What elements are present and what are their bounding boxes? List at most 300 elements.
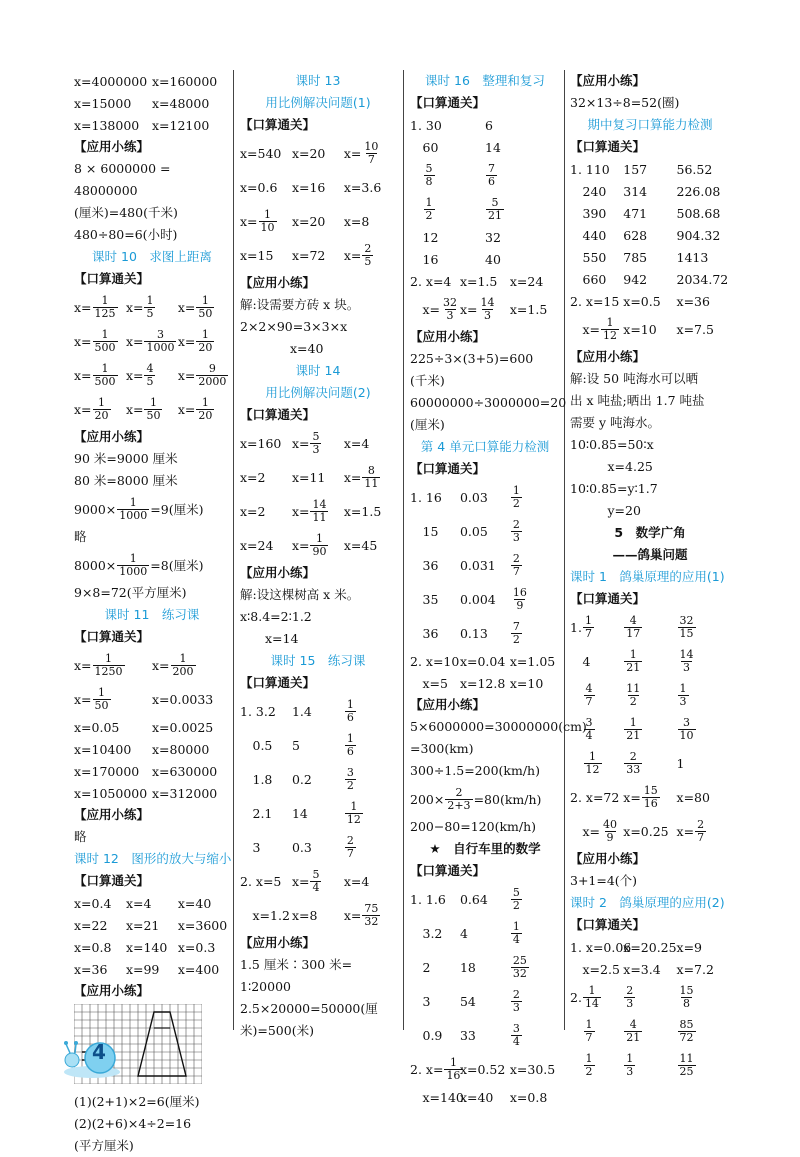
answer-text: 5×6000000=30000000(cm): [410, 719, 587, 734]
answer-cell: x=0.8: [74, 939, 112, 955]
answer-cell: x=0.52: [459, 1061, 506, 1077]
answer-cell: x= $\frac{14}{3}$: [459, 295, 495, 322]
answer-cell: x=15000: [74, 95, 132, 111]
answer-row: [74, 548, 230, 582]
answer-cell: x=12.8: [459, 675, 506, 691]
fraction: $\frac{1}{21}$: [626, 647, 641, 674]
fraction: $\frac{1}{1000}$: [119, 495, 148, 522]
answer-row: [240, 136, 396, 170]
answer-row: [410, 582, 560, 616]
answer-cell: 32: [485, 229, 501, 245]
column-divider: [564, 70, 565, 1030]
fraction: $\frac{1}{6}$: [346, 697, 354, 724]
answer-cell: 18: [459, 959, 476, 975]
answer-text: (1)(2+1)×2=6(厘米): [74, 1094, 200, 1109]
answer-column-1: [74, 70, 230, 1157]
fraction: $\frac{1}{7}$: [584, 613, 592, 640]
fraction: $\frac{4}{21}$: [626, 1017, 641, 1044]
answer-cell: [510, 587, 560, 612]
answer-cell: 9000× $\frac{1}{1000}$ =9(厘米): [74, 495, 204, 522]
answer-cell: 0.5: [240, 738, 273, 753]
answer-cell: x=40: [459, 1089, 494, 1105]
answer-cell: x=36: [676, 293, 710, 309]
lesson-title: 用比例解决问题(2): [265, 385, 371, 400]
answer-row: [410, 616, 560, 650]
section-heading: 【应用小练】: [74, 983, 150, 998]
answer-text: (千米): [410, 373, 445, 388]
fraction: $\frac{9}{2000}$: [198, 361, 227, 388]
answer-cell: [623, 649, 676, 674]
answer-text: 225÷3×(3+5)=600: [410, 351, 534, 366]
answer-cell: 3: [240, 840, 261, 855]
fraction: $\frac{4}{7}$: [585, 681, 593, 708]
answer-row: [410, 226, 560, 248]
fraction: $\frac{15}{8}$: [679, 983, 694, 1010]
answer-row: [74, 70, 230, 92]
answer-cell: 5: [291, 737, 300, 753]
answer-row: [570, 980, 730, 1014]
answer-cell: x=0.8: [509, 1089, 548, 1105]
answer-cell: [410, 197, 485, 222]
answer-cell: x= $\frac{1}{20}$: [177, 395, 213, 422]
answer-cell: x=22: [74, 917, 108, 933]
answer-cell: x= $\frac{10}{7}$: [343, 139, 379, 166]
answer-row: [74, 682, 230, 716]
answer-cell: x=1.05: [509, 653, 556, 669]
page-number: 4: [92, 1040, 106, 1064]
answer-cell: [623, 985, 676, 1010]
lesson-title: ——鸽巢问题: [612, 547, 688, 562]
answer-cell: x=45: [343, 537, 378, 553]
fraction: $\frac{2}{7}$: [346, 833, 354, 860]
answer-cell: x=40: [177, 895, 212, 911]
answer-cell: x=10: [623, 321, 657, 337]
answer-cell: [344, 767, 396, 792]
answer-cell: x=400: [177, 961, 220, 977]
lesson-title: 第 4 单元口算能力检测: [420, 439, 550, 454]
fraction: $\frac{1}{1000}$: [119, 551, 148, 578]
fraction: $\frac{1}{2}$: [425, 195, 433, 222]
answer-cell: 508.68: [676, 205, 721, 221]
fraction: $\frac{1}{14}$: [584, 983, 599, 1010]
fraction: $\frac{1}{20}$: [94, 395, 109, 422]
answer-cell: 2. x=15: [570, 293, 620, 309]
section-heading: 【应用小练】: [410, 697, 486, 712]
answer-cell: x= $\frac{5}{4}$: [291, 867, 320, 894]
answer-cell: x=7.2: [676, 961, 714, 977]
answer-cell: [510, 553, 560, 578]
section-heading: 【应用小练】: [570, 349, 646, 364]
answer-row: [410, 514, 560, 548]
answer-row: [410, 136, 560, 158]
section-heading: 【应用小练】: [570, 851, 646, 866]
fraction: $\frac{16}{9}$: [512, 585, 527, 612]
fraction: $\frac{1}{5}$: [146, 293, 154, 320]
answer-cell: 785: [623, 249, 648, 265]
answer-row: [74, 648, 230, 682]
answer-row: [240, 426, 396, 460]
answer-cell: 1413: [676, 249, 709, 265]
answer-cell: x=1.5: [509, 301, 548, 317]
answer-cell: 36: [410, 558, 439, 573]
fraction: $\frac{4}{5}$: [146, 361, 154, 388]
answer-cell: x=140: [125, 939, 168, 955]
section-heading: 【口算通关】: [410, 863, 486, 878]
answer-cell: [410, 163, 485, 188]
answer-cell: 1.4: [291, 703, 312, 719]
answer-text: 略: [74, 829, 87, 844]
answer-cell: 2. x= $\frac{1}{16}$: [410, 1055, 461, 1082]
answer-cell: x=80: [676, 789, 710, 805]
answer-cell: x= $\frac{1}{200}$: [152, 651, 194, 678]
answer-row: [240, 830, 396, 864]
answer-cell: 14: [291, 805, 308, 821]
answer-cell: [344, 801, 396, 826]
answer-cell: x= $\frac{1}{20}$: [177, 327, 213, 354]
answer-cell: 550: [570, 250, 607, 265]
answer-row: [410, 480, 560, 514]
answer-cell: 16: [410, 252, 439, 267]
fraction: $\frac{1}{4}$: [512, 919, 520, 946]
answer-cell: [510, 887, 560, 912]
answer-text: 60000000÷3000000=20: [410, 395, 567, 410]
answer-cell: x=4: [343, 435, 370, 451]
answer-cell: x=140: [410, 1090, 464, 1105]
answer-row: [410, 248, 560, 270]
answer-row: [240, 762, 396, 796]
answer-cell: x=80000: [152, 741, 210, 757]
answer-row: [570, 246, 730, 268]
answer-row: [410, 1086, 560, 1108]
answer-cell: 4: [459, 925, 468, 941]
lesson-title: 5 数学广角: [614, 525, 686, 540]
fraction: $\frac{2}{3}$: [512, 517, 520, 544]
column-divider: [233, 70, 234, 1030]
fraction: $\frac{14}{3}$: [480, 295, 495, 322]
fraction: $\frac{5}{4}$: [312, 867, 320, 894]
answer-cell: x=0.0025: [152, 719, 214, 735]
fraction: $\frac{1}{20}$: [198, 327, 213, 354]
answer-cell: x= $\frac{1}{20}$: [74, 395, 109, 422]
answer-cell: [677, 985, 730, 1010]
answer-cell: 0.9: [410, 1028, 443, 1043]
answer-cell: x=0.4: [74, 895, 112, 911]
answer-text: 2.5×20000=50000(厘: [240, 1001, 378, 1016]
answer-cell: 0.004: [459, 591, 496, 607]
answer-cell: x=540: [240, 145, 282, 161]
answer-cell: 904.32: [676, 227, 721, 243]
answer-cell: 3.2: [410, 926, 443, 941]
answer-cell: 2. x=5: [240, 873, 282, 889]
answer-cell: [623, 683, 676, 708]
answer-cell: x=0.3: [177, 939, 216, 955]
answer-cell: x=160: [240, 435, 282, 451]
answer-cell: 36: [410, 626, 439, 641]
answer-cell: [570, 717, 623, 742]
fraction: $\frac{32}{3}$: [443, 295, 458, 322]
answer-row: [74, 92, 230, 114]
fraction: $\frac{1}{50}$: [198, 293, 213, 320]
answer-text: (厘米): [410, 417, 445, 432]
answer-cell: 660: [570, 272, 607, 287]
answer-cell: [677, 1053, 730, 1078]
answer-cell: x= $\frac{1}{1250}$: [74, 651, 123, 678]
answer-cell: [623, 1053, 676, 1078]
answer-cell: [623, 751, 676, 776]
answer-row: [410, 950, 560, 984]
answer-row: [570, 202, 730, 224]
fraction: $\frac{1}{500}$: [94, 361, 116, 388]
answer-row: [570, 936, 730, 958]
answer-row: [74, 358, 230, 392]
answer-cell: 2. $\frac{1}{14}$: [570, 983, 599, 1010]
answer-row: [410, 292, 560, 326]
section-heading: 【口算通关】: [570, 139, 646, 154]
answer-cell: x=4: [343, 873, 370, 889]
answer-cell: x= $\frac{5}{3}$: [291, 429, 320, 456]
answer-cell: x= $\frac{1}{90}$: [291, 531, 327, 558]
answer-cell: [510, 1023, 560, 1048]
answer-cell: 240: [570, 184, 607, 199]
answer-row: [410, 916, 560, 950]
answer-row: [410, 1052, 560, 1086]
fraction: $\frac{1}{3}$: [626, 1051, 634, 1078]
answer-text: =300(km): [410, 741, 474, 756]
answer-row: [570, 644, 730, 678]
answer-text: 32×13÷8=52(圈): [570, 95, 680, 110]
answer-cell: 157: [623, 161, 648, 177]
answer-text: (2)(2+6)×4÷2=16: [74, 1116, 192, 1131]
answer-row: [570, 678, 730, 712]
answer-row: [240, 170, 396, 204]
answer-cell: 1. 16: [410, 489, 442, 505]
answer-cell: 0.031: [459, 557, 496, 573]
fraction: $\frac{5}{8}$: [425, 161, 433, 188]
answer-row: [410, 192, 560, 226]
answer-cell: 35: [410, 592, 439, 607]
answer-cell: x=72: [291, 247, 326, 263]
answer-text: x=40: [240, 341, 324, 356]
answer-cell: 628: [623, 227, 648, 243]
answer-row: [570, 224, 730, 246]
answer-cell: x=1050000: [74, 785, 148, 801]
answer-text: 略: [74, 529, 87, 544]
answer-row: [570, 268, 730, 290]
answer-row: [74, 114, 230, 136]
fraction: $\frac{15}{16}$: [643, 783, 658, 810]
answer-row: [570, 290, 730, 312]
answer-cell: 12: [410, 230, 439, 245]
answer-cell: 2: [410, 960, 431, 975]
answer-cell: x=99: [125, 961, 160, 977]
answer-row: [410, 672, 560, 694]
answer-cell: x= $\frac{1}{500}$: [74, 327, 116, 354]
fraction: $\frac{2}{3}$: [626, 983, 634, 1010]
section-heading: 【应用小练】: [240, 275, 316, 290]
answer-cell: x=0.5: [623, 293, 661, 309]
fraction: $\frac{14}{11}$: [312, 497, 327, 524]
answer-cell: x= $\frac{4}{5}$: [125, 361, 154, 388]
answer-text: 3+1=4(个): [570, 873, 638, 888]
answer-row: [410, 882, 560, 916]
answer-cell: x= $\frac{1}{125}$: [74, 293, 116, 320]
fraction: $\frac{1}{2}$: [585, 1051, 593, 1078]
answer-row: [240, 796, 396, 830]
section-heading: 【应用小练】: [74, 429, 150, 444]
answer-cell: 2.1: [240, 806, 273, 821]
answer-cell: 390: [570, 206, 607, 221]
answer-cell: 33: [459, 1027, 476, 1043]
section-heading: 【口算通关】: [410, 461, 486, 476]
answer-text: 90 米=9000 厘米: [74, 451, 178, 466]
answer-cell: x=0.25: [623, 823, 669, 839]
section-heading: 【应用小练】: [74, 807, 150, 822]
answer-cell: 6: [485, 117, 493, 133]
answer-cell: 0.03: [459, 489, 488, 505]
answer-row: [570, 814, 730, 848]
answer-cell: [510, 921, 560, 946]
fraction: $\frac{1}{6}$: [346, 731, 354, 758]
answer-cell: 226.08: [676, 183, 721, 199]
section-heading: 【口算通关】: [240, 117, 316, 132]
lesson-title: 课时 13: [295, 73, 341, 88]
lesson-title: 课时 11 练习课: [104, 607, 200, 622]
answer-row: [240, 898, 396, 932]
answer-row: [570, 180, 730, 202]
answer-text: 10∶0.85=50∶x: [570, 437, 654, 452]
answer-cell: 1. 30: [410, 117, 442, 133]
fraction: $\frac{5}{3}$: [312, 429, 320, 456]
answer-row: [240, 460, 396, 494]
answer-text: 8 × 6000000 = 48000000: [74, 161, 171, 198]
answer-cell: [623, 615, 676, 640]
answer-row: [570, 312, 730, 346]
answer-row: [74, 324, 230, 358]
answer-cell: x=0.05: [74, 719, 120, 735]
answer-row: [570, 1014, 730, 1048]
answer-row: [410, 782, 560, 816]
fraction: $\frac{1}{2}$: [512, 483, 520, 510]
fraction: $\frac{3}{2}$: [346, 765, 354, 792]
answer-cell: 1. 1.6: [410, 891, 446, 907]
answer-cell: [510, 621, 560, 646]
answer-cell: x=30.5: [509, 1061, 556, 1077]
answer-row: [570, 712, 730, 746]
section-heading: 【应用小练】: [410, 329, 486, 344]
lesson-title: 课时 16 整理和复习: [425, 73, 545, 88]
section-heading: 【口算通关】: [410, 95, 486, 110]
answer-cell: 440: [570, 228, 607, 243]
answer-cell: x= $\frac{2}{5}$: [343, 241, 372, 268]
answer-cell: x=4: [125, 895, 152, 911]
answer-row: [570, 958, 730, 980]
answer-text: 480÷80=6(小时): [74, 227, 178, 242]
answer-cell: x=1.5: [459, 273, 498, 289]
answer-cell: 1: [676, 755, 685, 771]
answer-cell: x=2.5: [570, 962, 620, 977]
answer-cell: x=8: [291, 907, 318, 923]
answer-cell: x= $\frac{75}{32}$: [343, 901, 379, 928]
answer-text: 200−80=120(km/h): [410, 819, 537, 834]
answer-cell: x=0.04: [459, 653, 506, 669]
answer-cell: x= $\frac{40}{9}$: [570, 817, 618, 844]
fraction: $\frac{25}{32}$: [512, 953, 527, 980]
answer-cell: [677, 615, 730, 640]
answer-cell: x= $\frac{9}{2000}$: [177, 361, 227, 388]
fraction: $\frac{1}{10}$: [260, 207, 275, 234]
fraction: $\frac{1}{12}$: [585, 749, 600, 776]
answer-cell: [510, 485, 560, 510]
answer-cell: [623, 717, 676, 742]
fraction: $\frac{11}{25}$: [679, 1051, 694, 1078]
section-heading: 【口算通关】: [74, 629, 150, 644]
answer-cell: 1. x=0.06: [570, 939, 632, 955]
answer-row: [410, 548, 560, 582]
fraction: $\frac{3}{1000}$: [146, 327, 175, 354]
section-heading: 【口算通关】: [570, 917, 646, 932]
answer-text: x=14: [240, 631, 299, 646]
answer-cell: [677, 717, 730, 742]
answer-row: [240, 528, 396, 562]
answer-cell: [344, 699, 396, 724]
answer-cell: x=3.6: [343, 179, 382, 195]
answer-cell: 314: [623, 183, 648, 199]
answer-cell: [570, 1019, 623, 1044]
answer-cell: x=21: [125, 917, 160, 933]
answer-cell: x= $\frac{15}{16}$: [623, 783, 658, 810]
answer-cell: x=160000: [152, 73, 218, 89]
fraction: $\frac{1}{3}$: [679, 681, 687, 708]
answer-cell: 0.05: [459, 523, 488, 539]
answer-cell: x=36: [74, 961, 108, 977]
answer-cell: x=16: [291, 179, 326, 195]
answer-cell: 1. 3.2: [240, 703, 276, 719]
fraction: $\frac{3}{4}$: [585, 715, 593, 742]
answer-cell: [677, 683, 730, 708]
fraction: $\frac{5}{21}$: [488, 195, 502, 222]
answer-cell: 8000× $\frac{1}{1000}$ =8(厘米): [74, 551, 204, 578]
fraction: $\frac{7}{2}$: [512, 619, 520, 646]
fraction: $\frac{7}{6}$: [488, 161, 495, 188]
answer-row: [240, 694, 396, 728]
fraction: $\frac{1}{125}$: [94, 293, 116, 320]
fraction: $\frac{1}{200}$: [172, 651, 194, 678]
answer-cell: 200× $\frac{2}{2+3}$ =80(km/h): [410, 785, 542, 812]
answer-text: 1.5 厘米∶300 米=: [240, 957, 353, 972]
lesson-title: 用比例解决问题(1): [265, 95, 371, 110]
answer-text: x=4.25: [570, 459, 653, 474]
answer-cell: x=1.5: [343, 503, 382, 519]
answer-cell: x= $\frac{1}{12}$: [570, 315, 618, 342]
answer-cell: x= $\frac{1}{500}$: [74, 361, 116, 388]
answer-cell: 0.64: [459, 891, 488, 907]
answer-text: 解:设 50 吨海水可以晒: [570, 371, 699, 386]
answer-cell: x=10400: [74, 741, 132, 757]
answer-row: [74, 290, 230, 324]
answer-row: [410, 1018, 560, 1052]
answer-cell: [677, 649, 730, 674]
answer-cell: x=15: [240, 247, 274, 263]
answer-row: [74, 392, 230, 426]
answer-cell: 15: [410, 524, 439, 539]
answer-cell: 942: [623, 271, 648, 287]
section-heading: 【口算通关】: [240, 407, 316, 422]
answer-text: 300÷1.5=200(km/h): [410, 763, 540, 778]
fraction: $\frac{75}{32}$: [364, 901, 379, 928]
answer-cell: x=20: [291, 213, 326, 229]
fraction: $\frac{2}{7}$: [697, 817, 705, 844]
section-heading: 【应用小练】: [240, 935, 316, 950]
